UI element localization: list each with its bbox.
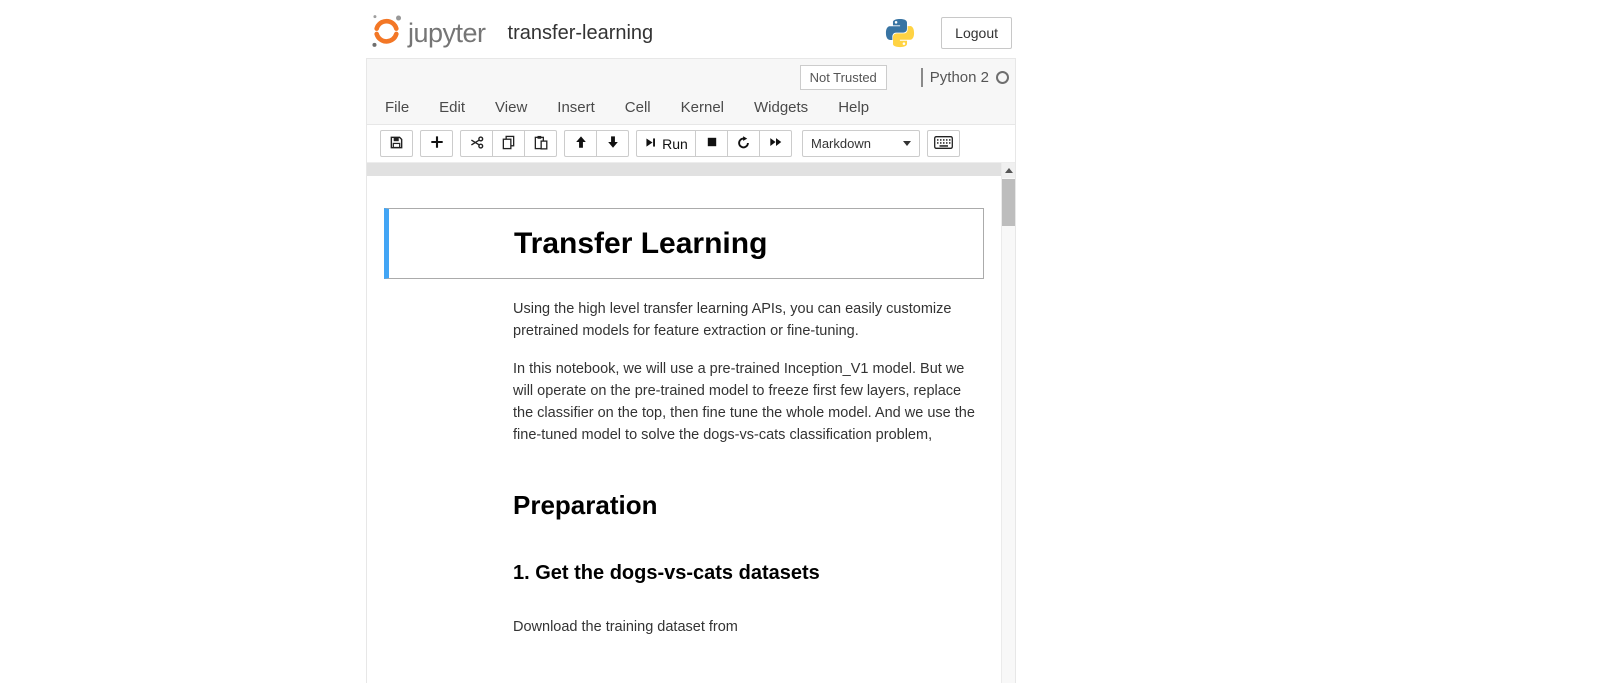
menu-view[interactable]: View bbox=[495, 99, 528, 116]
menu-edit[interactable]: Edit bbox=[439, 99, 466, 116]
notebook-top-band bbox=[367, 163, 1001, 176]
paragraph-download: Download the training dataset from bbox=[513, 619, 738, 635]
stop-icon bbox=[705, 135, 719, 152]
toolbar bbox=[367, 125, 1015, 163]
menubar bbox=[367, 58, 1015, 125]
markdown-cell[interactable] bbox=[513, 490, 977, 521]
notebook-cells bbox=[367, 176, 1015, 638]
dropdown-arrow-icon bbox=[903, 141, 911, 146]
plus-icon bbox=[430, 135, 444, 152]
arrow-down-icon bbox=[606, 135, 620, 152]
step-forward-icon bbox=[644, 136, 657, 152]
restart-icon bbox=[736, 135, 751, 153]
menu-row bbox=[367, 91, 1015, 124]
h2-preparation: Preparation bbox=[513, 490, 658, 520]
kernel-status-icon bbox=[996, 71, 1009, 84]
notebook-title[interactable]: transfer-learning bbox=[507, 21, 654, 44]
scissors-icon bbox=[469, 135, 485, 153]
save-button[interactable] bbox=[380, 130, 413, 157]
cut-cells-button[interactable] bbox=[460, 130, 493, 157]
keyboard-icon bbox=[934, 136, 953, 152]
status-row bbox=[367, 59, 1015, 91]
scrollbar-up-arrow-icon bbox=[1005, 168, 1013, 173]
h1-transfer-learning: Transfer Learning bbox=[514, 226, 768, 260]
paste-cells-button[interactable] bbox=[524, 130, 557, 157]
notebook-header bbox=[366, 0, 1016, 58]
menu-file[interactable]: File bbox=[385, 99, 410, 116]
h3-get-datasets: 1. Get the dogs-vs-cats datasets bbox=[513, 562, 820, 584]
markdown-cell[interactable] bbox=[513, 616, 977, 638]
restart-kernel-button[interactable] bbox=[727, 130, 760, 157]
insert-cell-below-button[interactable] bbox=[420, 130, 453, 157]
vertical-scrollbar[interactable] bbox=[1001, 163, 1015, 683]
fast-forward-icon bbox=[769, 135, 783, 152]
cell-type-dropdown[interactable] bbox=[802, 130, 920, 157]
menu-widgets[interactable]: Widgets bbox=[754, 99, 809, 116]
python-logo-icon bbox=[885, 18, 915, 48]
jupyter-logo[interactable] bbox=[368, 11, 486, 56]
command-palette-button[interactable] bbox=[927, 130, 960, 157]
trust-status-button[interactable]: Not Trusted bbox=[800, 65, 887, 90]
copy-cells-button[interactable] bbox=[492, 130, 525, 157]
scrollbar-up-button[interactable] bbox=[1002, 163, 1015, 178]
paragraph-apis: Using the high level transfer learning APIs, you can easily customize pretrained models for feature extraction or fine-tuning. bbox=[513, 301, 952, 339]
interrupt-kernel-button[interactable] bbox=[695, 130, 728, 157]
move-cell-down-button[interactable] bbox=[596, 130, 629, 157]
markdown-cell[interactable] bbox=[513, 298, 977, 342]
markdown-cell[interactable] bbox=[513, 358, 977, 446]
paragraph-inception: In this notebook, we will use a pre-trained Inception_V1 model. But we will operate on the pre-trained model to freeze first few layers, replace the classifier on the top, then fine tune the whole model. And we use the fine-tuned model to solve the dogs-vs-cats classification problem, bbox=[513, 361, 975, 443]
kernel-name: Python 2 bbox=[929, 68, 989, 86]
header-right bbox=[885, 17, 1012, 49]
notebook-scroll-area bbox=[367, 163, 1015, 683]
markdown-cell-selected[interactable] bbox=[384, 208, 984, 279]
cell-type-value: Markdown bbox=[811, 136, 871, 151]
jupyter-notebook-app bbox=[366, 0, 1016, 685]
menu-insert[interactable]: Insert bbox=[557, 99, 595, 116]
move-cell-up-button[interactable] bbox=[564, 130, 597, 157]
kernel-separator bbox=[921, 68, 923, 87]
menu-cell[interactable]: Cell bbox=[624, 99, 651, 116]
menu-kernel[interactable]: Kernel bbox=[680, 99, 724, 116]
markdown-cell[interactable] bbox=[513, 562, 977, 585]
paste-icon bbox=[533, 135, 548, 153]
notebook-chrome bbox=[366, 58, 1016, 683]
restart-run-all-button[interactable] bbox=[759, 130, 792, 157]
menu-help[interactable]: Help bbox=[838, 99, 870, 116]
run-cell-button[interactable] bbox=[636, 130, 696, 157]
scrollbar-thumb[interactable] bbox=[1002, 179, 1015, 226]
jupyter-logo-text: jupyter bbox=[408, 17, 486, 48]
jupyter-logo-icon bbox=[368, 11, 405, 56]
arrow-up-icon bbox=[574, 135, 588, 152]
run-label: Run bbox=[662, 135, 688, 152]
logout-button[interactable]: Logout bbox=[941, 17, 1012, 49]
copy-icon bbox=[501, 135, 516, 153]
save-icon bbox=[389, 135, 404, 153]
